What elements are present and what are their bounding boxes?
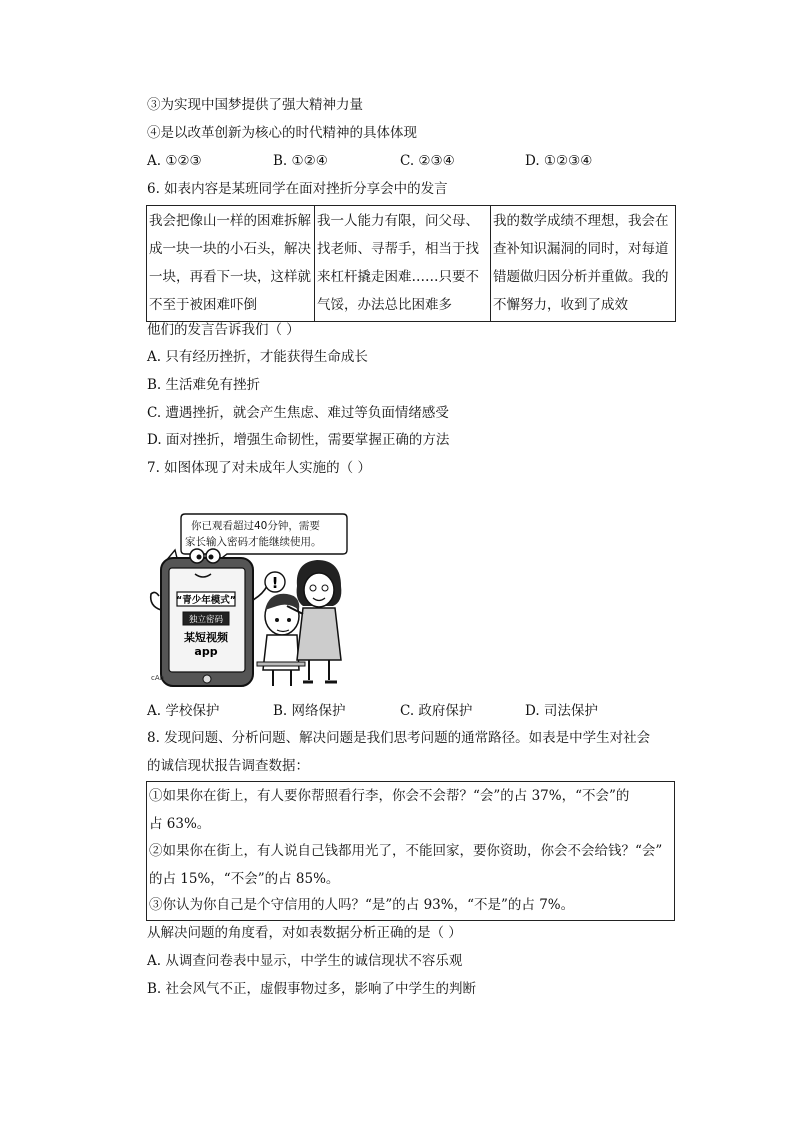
q6-option-b: B. 生活难免有挫折 [147, 377, 261, 393]
q7-cartoon [147, 510, 367, 690]
q7-option-b: B. 网络保护 [273, 703, 346, 719]
q8-data-box [146, 781, 675, 921]
q6-stem: 6. 如表内容是某班同学在面对挫折分享会中的发言 [147, 181, 448, 197]
q8-box-line-1: ①如果你在街上，有人要你帮照看行李，你会不会帮？“会”的占 37%，“不会”的 [149, 788, 630, 804]
prev-option-c: C. ②③④ [400, 153, 455, 169]
prev-item-3: ③为实现中国梦提供了强大精神力量 [147, 97, 363, 113]
bubble-text-1: 你已观看超过40分钟，需要 [191, 520, 320, 532]
bubble-text-2: 家长输入密码才能继续使用。 [185, 536, 322, 548]
q8-box-line-2: 占 63%。 [149, 816, 211, 832]
q8-option-a: A. 从调查问卷表中显示，中学生的诚信现状不容乐观 [147, 953, 463, 969]
prev-option-d: D. ①②③④ [525, 153, 593, 169]
q8-stem-1: 8. 发现问题、分析问题、解决问题是我们思考问题的通常路径。如表是中学生对社会 [147, 730, 651, 746]
q8-box-line-3: ②如果你在街上，有人说自己钱都用光了，不能回家，要你资助，你会不会给钱？“会” [149, 843, 663, 859]
q6-option-d: D. 面对挫折，增强生命韧性，需要掌握正确的方法 [147, 432, 450, 448]
q6-cell-2: 我一人能力有限，问父母、找老师、寻帮手，相当于找来杠杆撬走困难……只要不气馁，办法总比困难多 [315, 206, 491, 322]
q8-option-b: B. 社会风气不正，虚假事物过多，影响了中学生的判断 [147, 981, 477, 997]
q8-box-line-4: 的占 15%，“不会”的占 85%。 [149, 871, 340, 887]
app-label-1: 某短视频 [184, 631, 228, 644]
prev-option-a: A. ①②③ [147, 153, 202, 169]
prev-item-4: ④是以改革创新为核心的时代精神的具体体现 [147, 125, 417, 141]
q8-stem-2: 的诚信现状报告调查数据： [147, 758, 309, 774]
exclaim-mark: ! [271, 574, 279, 592]
q7-option-c: C. 政府保护 [400, 703, 473, 719]
q6-option-c: C. 遭遇挫折，就会产生焦虑、难过等负面情绪感受 [147, 405, 449, 421]
app-label-2: app [194, 645, 218, 658]
teen-mode-label: “青少年模式” [176, 595, 236, 606]
q6-option-a: A. 只有经历挫折，才能获得生命成长 [147, 349, 368, 365]
q7-option-a: A. 学校保护 [147, 703, 220, 719]
prev-option-b: B. ①②④ [273, 153, 328, 169]
q7-stem: 7. 如图体现了对未成年人实施的（ ） [147, 460, 371, 476]
q6-cell-1: 我会把像山一样的困难拆解成一块一块的小石头，解决一块，再看下一块，这样就不至于被困难吓倒 [147, 206, 315, 322]
artist-signature: cAn [151, 674, 165, 682]
q7-option-d: D. 司法保护 [525, 703, 598, 719]
q6-cell-3: 我的数学成绩不理想，我会在查补知识漏洞的同时，对每道错题做归因分析并重做。我的不懈努力，收到了成效 [491, 206, 676, 322]
q8-box-line-5: ③你认为你自己是个守信用的人吗？“是”的占 93%，“不是”的占 7%。 [149, 897, 575, 913]
password-label: 独立密码 [188, 615, 224, 625]
boy-drawing [257, 594, 305, 686]
q6-question: 他们的发言告诉我们（ ） [147, 322, 300, 338]
q8-question: 从解决问题的角度看，对如表数据分析正确的是（ ） [147, 925, 462, 941]
q6-table [146, 205, 676, 322]
table-row [147, 206, 676, 322]
